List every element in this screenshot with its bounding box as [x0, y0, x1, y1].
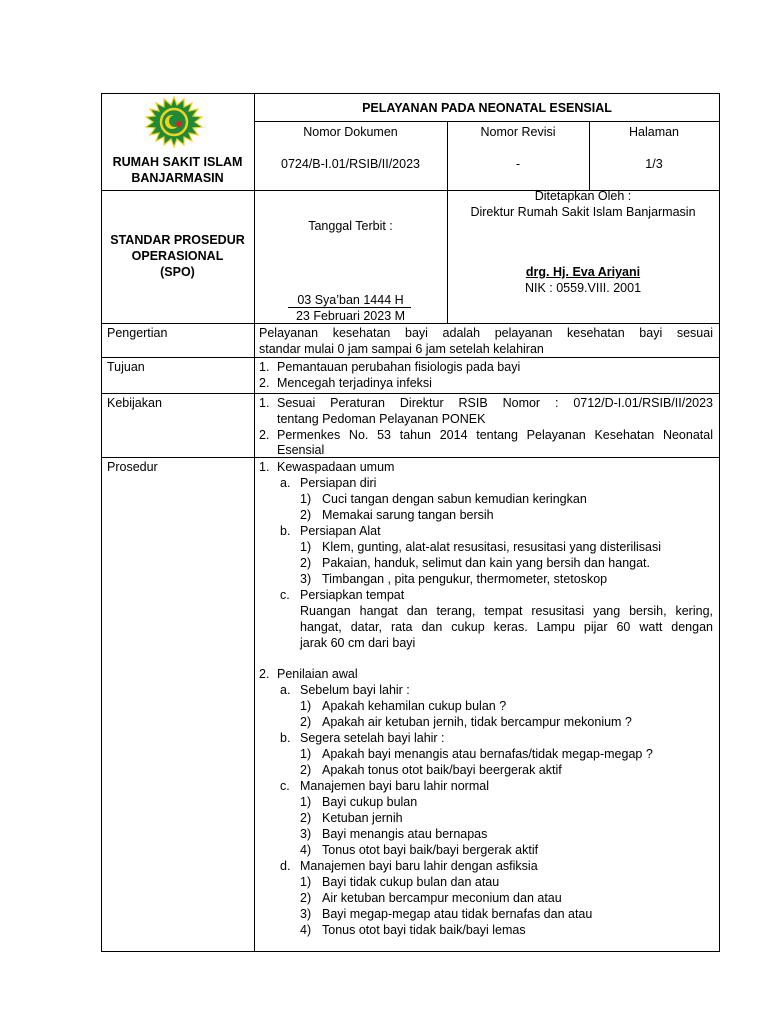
paragraph-line: hangat, datar, rata dan cukup keras. Lampu pijar 60 watt dengan	[300, 620, 713, 634]
sub-letter: c.	[280, 779, 290, 793]
hospital-name-line-1: RUMAH SAKIT ISLAM	[112, 155, 243, 169]
item-text: Cuci tangan dengan sabun kemudian keringkan	[322, 492, 587, 506]
item-number: 2)	[300, 811, 312, 825]
tujuan-item: Mencegah terjadinya infeksi	[277, 376, 432, 390]
tujuan-label: Tujuan	[107, 360, 145, 374]
item-number: 3)	[300, 572, 312, 586]
item-number: 2)	[300, 763, 312, 777]
sub-letter: b.	[280, 524, 291, 538]
item-text: Apakah bayi menangis atau bernafas/tidak megap-megap ?	[322, 747, 653, 761]
sub-title: Manajemen bayi baru lahir dengan asfiksia	[300, 859, 538, 873]
item-number: 3)	[300, 907, 312, 921]
sub-title: Sebelum bayi lahir :	[300, 683, 410, 697]
item-text: Ketuban jernih	[322, 811, 403, 825]
hospital-logo-icon	[138, 96, 210, 148]
halaman-value: 1/3	[645, 157, 663, 171]
item-number: 2)	[300, 715, 312, 729]
item-text: Bayi megap-megap atau tidak bernafas dan atau	[322, 907, 593, 921]
item-number: 1)	[300, 492, 312, 506]
sub-title: Manajemen bayi baru lahir normal	[300, 779, 489, 793]
tanggal-masehi: 23 Februari 2023 M	[295, 309, 406, 323]
spo-title-line-3: (SPO)	[160, 265, 195, 279]
item-number: 2)	[300, 891, 312, 905]
kebijakan-label: Kebijakan	[107, 396, 162, 410]
pengertian-text-line-1: Pelayanan kesehatan bayi adalah pelayanan kesehatan bayi sesuai	[259, 326, 713, 340]
sub-title: Persiapan Alat	[300, 524, 381, 538]
pengertian-text-line-2: standar mulai 0 jam sampai 6 jam setelah kelahiran	[259, 342, 544, 356]
item-number: 1)	[300, 795, 312, 809]
kebijakan-item-2-line-2: Esensial	[277, 443, 325, 457]
item-text: Tonus otot bayi baik/bayi bergerak aktif	[322, 843, 539, 857]
item-number: 1)	[300, 699, 312, 713]
item-text: Air ketuban bercampur meconium dan atau	[322, 891, 562, 905]
tujuan-number: 1.	[259, 360, 270, 374]
hospital-name-line-2: BANJARMASIN	[131, 171, 224, 185]
nomor-revisi-value: -	[515, 157, 521, 171]
ditetapkan-jabatan: Direktur Rumah Sakit Islam Banjarmasin	[470, 205, 696, 219]
item-number: 4)	[300, 923, 312, 937]
item-text: Pakaian, handuk, selimut dan kain yang bersih dan hangat.	[322, 556, 651, 570]
sub-letter: d.	[280, 859, 291, 873]
sub-title: Segera setelah bayi lahir :	[300, 731, 445, 745]
kebijakan-item-1-line-2: tentang Pedoman Pelayanan PONEK	[277, 412, 486, 426]
item-text: Memakai sarung tangan bersih	[322, 508, 494, 522]
col-header-nomor-dokumen: Nomor Dokumen	[303, 125, 398, 139]
ditetapkan-nama: drg. Hj. Eva Ariyani	[525, 265, 641, 279]
ditetapkan-label: Ditetapkan Oleh :	[534, 189, 632, 203]
item-text: Apakah kehamilan cukup bulan ?	[322, 699, 507, 713]
ditetapkan-nik: NIK : 0559.VIII. 2001	[524, 281, 642, 295]
item-number: 2)	[300, 556, 312, 570]
item-text: Bayi tidak cukup bulan dan atau	[322, 875, 500, 889]
tujuan-number: 2.	[259, 376, 270, 390]
sub-letter: c.	[280, 588, 290, 602]
prosedur-heading: Kewaspadaan umum	[277, 460, 395, 474]
sub-letter: a.	[280, 476, 291, 490]
sub-letter: b.	[280, 731, 291, 745]
paragraph-line: jarak 60 cm dari bayi	[300, 636, 416, 650]
item-number: 1)	[300, 875, 312, 889]
spo-title-line-2: OPERASIONAL	[131, 249, 224, 263]
sub-title: Persiapkan tempat	[300, 588, 405, 602]
item-text: Bayi menangis atau bernapas	[322, 827, 488, 841]
item-text: Timbangan , pita pengukur, thermometer, stetoskop	[322, 572, 608, 586]
prosedur-number: 1.	[259, 460, 270, 474]
item-text: Tonus otot bayi tidak baik/bayi lemas	[322, 923, 526, 937]
item-number: 2)	[300, 508, 312, 522]
col-header-halaman: Halaman	[628, 125, 680, 139]
prosedur-heading: Penilaian awal	[277, 667, 358, 681]
kebijakan-number: 2.	[259, 428, 270, 442]
prosedur-number: 2.	[259, 667, 270, 681]
sub-title: Persiapan diri	[300, 476, 377, 490]
tujuan-item: Pemantauan perubahan fisiologis pada bayi	[277, 360, 521, 374]
item-text: Klem, gunting, alat-alat resusitasi, resusitasi yang disterilisasi	[322, 540, 662, 554]
col-header-nomor-revisi: Nomor Revisi	[480, 125, 556, 139]
tanggal-terbit-label: Tanggal Terbit :	[308, 219, 393, 233]
pengertian-label: Pengertian	[107, 326, 168, 340]
paragraph-line: Ruangan hangat dan terang, tempat resusitasi yang bersih, kering,	[300, 604, 713, 618]
kebijakan-item-1-line-1: Sesuai Peraturan Direktur RSIB Nomor : 0712/D-I.01/RSIB/II/2023	[277, 396, 713, 410]
prosedur-label: Prosedur	[107, 460, 158, 474]
item-number: 1)	[300, 747, 312, 761]
nomor-dokumen-value: 0724/B-I.01/RSIB/II/2023	[281, 157, 420, 171]
item-number: 3)	[300, 827, 312, 841]
tanggal-hijri: 03 Sya’ban 1444 H	[297, 293, 404, 307]
sub-letter: a.	[280, 683, 291, 697]
item-number: 1)	[300, 540, 312, 554]
spo-title-line-1: STANDAR PROSEDUR	[110, 233, 245, 247]
document-title: PELAYANAN PADA NEONATAL ESENSIAL	[362, 101, 612, 115]
item-number: 4)	[300, 843, 312, 857]
item-text: Bayi cukup bulan	[322, 795, 418, 809]
kebijakan-number: 1.	[259, 396, 270, 410]
item-text: Apakah tonus otot baik/bayi beergerak aktif	[322, 763, 562, 777]
kebijakan-item-2-line-1: Permenkes No. 53 tahun 2014 tentang Pelayanan Kesehatan Neonatal	[277, 428, 713, 442]
item-text: Apakah air ketuban jernih, tidak bercampur mekonium ?	[322, 715, 632, 729]
